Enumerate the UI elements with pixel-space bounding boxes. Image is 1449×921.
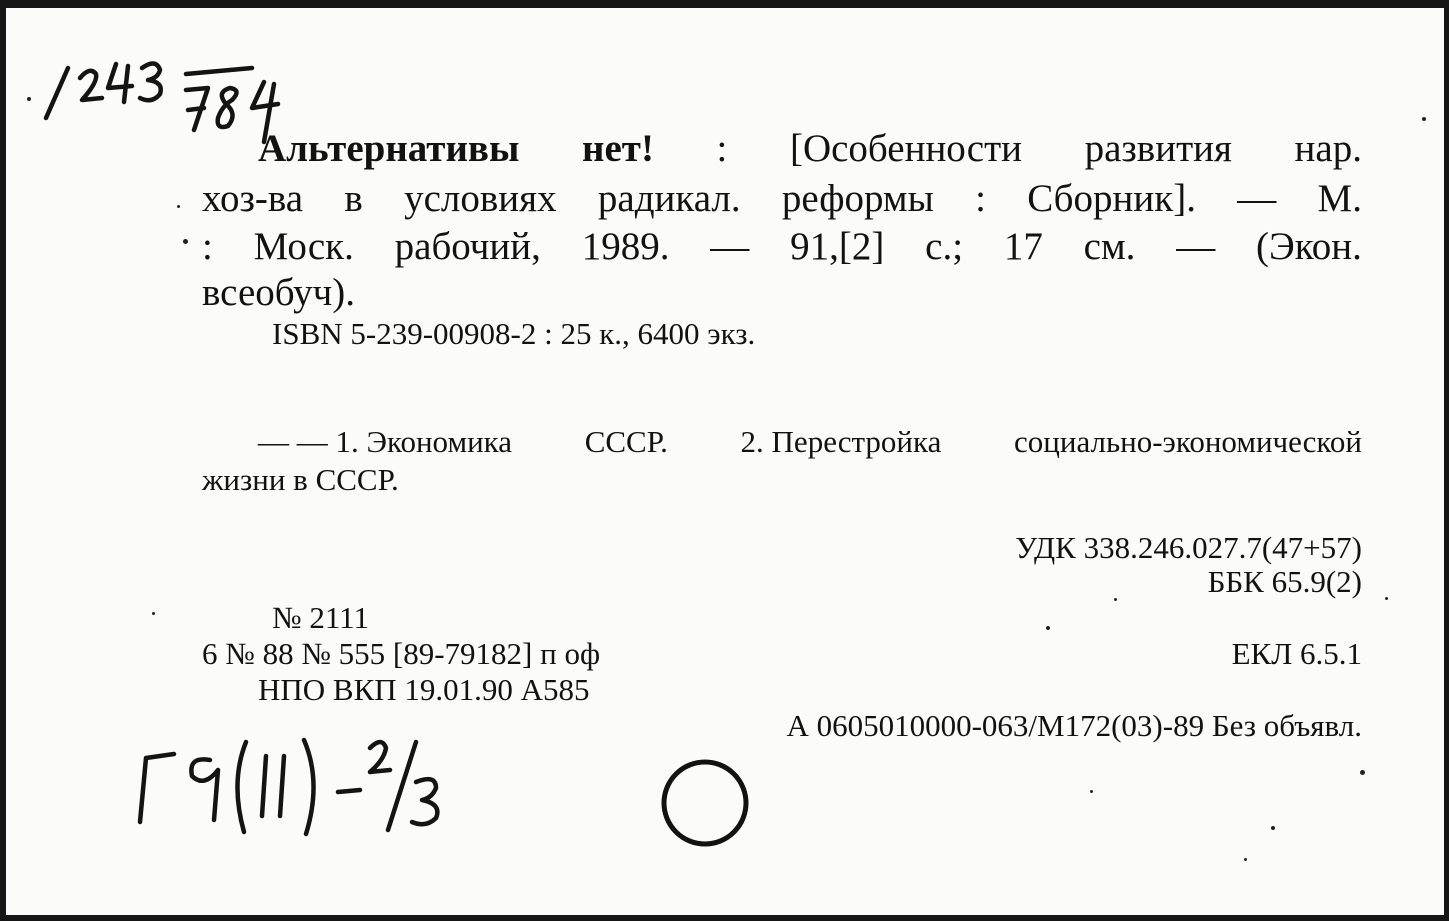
punch-hole	[658, 756, 752, 850]
title-word: —	[1176, 225, 1216, 268]
card-border-bottom	[0, 915, 1449, 921]
title-word: рабочий,	[394, 225, 541, 268]
handwritten-shelf-mark	[118, 712, 518, 842]
title-word: всеобуч).	[202, 271, 355, 314]
scan-speck	[1090, 790, 1093, 793]
subject-line-2: жизни в СССР.	[202, 462, 399, 497]
subject-part: СССР.	[584, 424, 668, 459]
title-word: (Экон.	[1256, 225, 1362, 268]
subject-part: социально-экономической	[1014, 424, 1362, 459]
title-word: Альтернативы	[258, 127, 520, 170]
title-word: радикал.	[597, 177, 741, 220]
title-word: М.	[1317, 177, 1362, 220]
title-word: 17	[1003, 225, 1043, 268]
code-line: А 0605010000-063/М172(03)-89 Без объявл.	[786, 708, 1362, 743]
title-word: нар.	[1294, 127, 1362, 170]
isbn-line: ISBN 5-239-00908-2 : 25 к., 6400 экз.	[272, 316, 756, 351]
title-word: —	[710, 225, 750, 268]
subject-line-1	[258, 424, 1362, 460]
title-word: :	[202, 225, 213, 268]
title-word: условиях	[404, 177, 557, 220]
card-number: № 2111	[272, 600, 370, 635]
title-word: :	[975, 177, 986, 220]
scan-speck	[152, 612, 155, 615]
npo-line: НПО ВКП 19.01.90 А585	[258, 672, 590, 707]
title-line-4	[202, 270, 355, 315]
title-word: развития	[1084, 127, 1232, 170]
subject-part: — — 1. Экономика	[258, 424, 513, 459]
title-word: нет!	[582, 127, 654, 170]
card-border-right	[1444, 0, 1449, 921]
title-word: хоз-ва	[202, 177, 304, 220]
title-word: см.	[1083, 225, 1136, 268]
title-word: [Особенности	[789, 127, 1023, 170]
card-border-top	[0, 0, 1449, 8]
title-word: реформы	[781, 177, 934, 220]
scan-speck	[177, 205, 180, 208]
scan-speck	[1046, 626, 1050, 630]
scan-speck	[183, 239, 188, 244]
bbk-code: ББК 65.9(2)	[1207, 564, 1362, 599]
title-word: Моск.	[253, 225, 354, 268]
title-word: Сборник].	[1027, 177, 1196, 220]
ekl-code: ЕКЛ 6.5.1	[1231, 636, 1362, 671]
scan-speck	[1385, 597, 1388, 600]
scan-speck	[1422, 117, 1426, 121]
title-word: —	[1237, 177, 1277, 220]
subject-part: 2. Перестройка	[740, 424, 942, 459]
title-line-1	[258, 126, 1362, 171]
title-word: :	[716, 127, 728, 170]
udk-code: УДК 338.246.027.7(47+57)	[1015, 530, 1362, 565]
title-line-2	[202, 176, 1362, 221]
title-line-3	[202, 224, 1362, 269]
scan-speck	[1360, 770, 1365, 775]
card-border-left	[0, 0, 6, 921]
scan-speck	[1114, 598, 1117, 601]
title-word: 91,[2]	[790, 225, 885, 268]
scan-speck	[1244, 858, 1247, 861]
scan-speck	[27, 97, 31, 101]
order-line: 6 № 88 № 555 [89-79182] п оф	[202, 636, 601, 671]
title-word: с.;	[925, 225, 964, 268]
scan-speck	[1271, 826, 1275, 830]
title-word: 1989.	[581, 225, 670, 268]
title-word: в	[344, 177, 363, 220]
card-corner-curl	[6, 8, 1444, 20]
